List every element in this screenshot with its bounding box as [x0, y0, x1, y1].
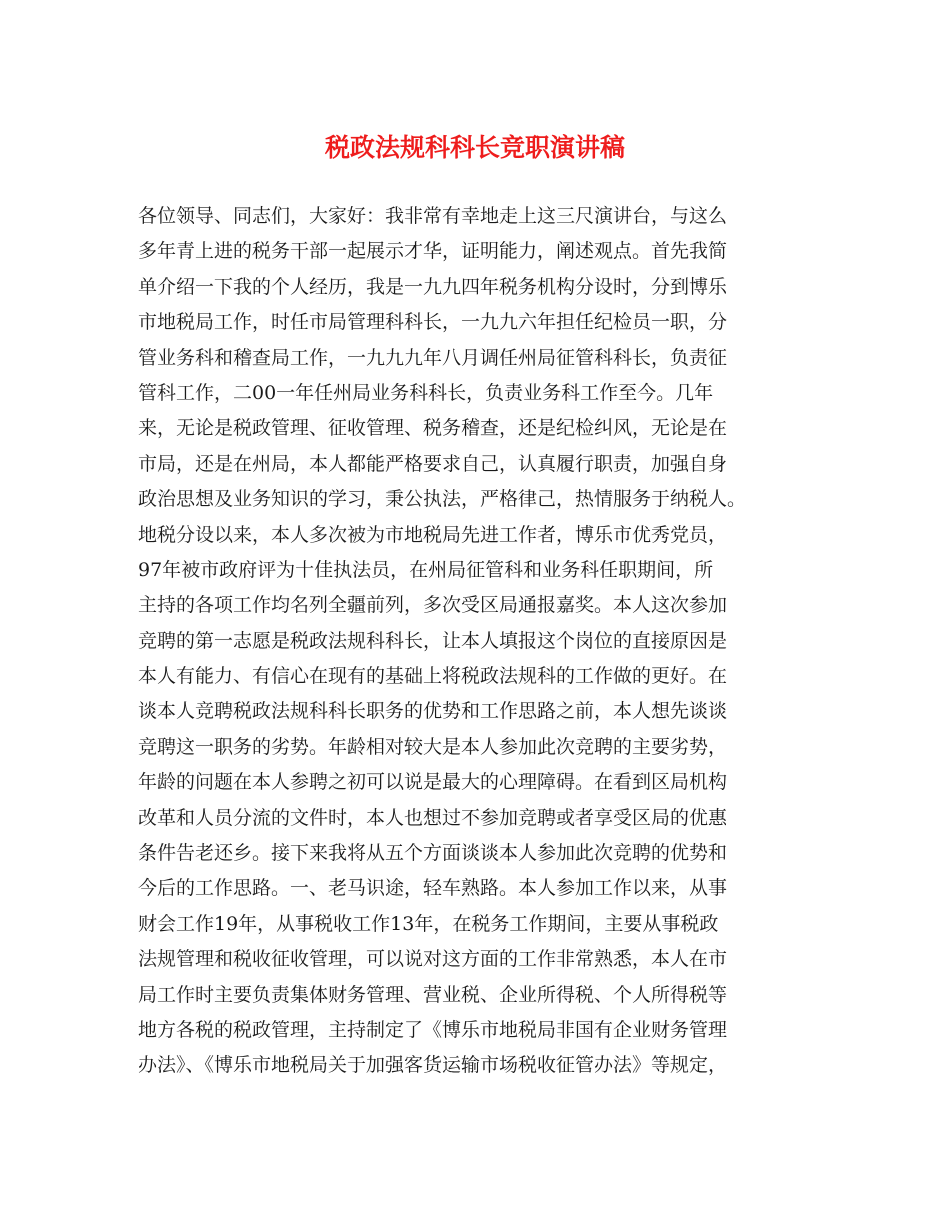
body-line: 谈本人竞聘税政法规科科长职务的优势和工作思路之前，本人想先谈谈: [138, 700, 728, 723]
body-line: 多年青上进的税务干部一起展示才华，证明能力，阐述观点。首先我简: [138, 240, 728, 263]
body-line: 地税分设以来，本人多次被为市地税局先进工作者，博乐市优秀党员，: [138, 523, 728, 546]
body-line: 条件告老还乡。接下来我将从五个方面谈谈本人参加此次竞聘的优势和: [138, 842, 728, 865]
body-line: 本人有能力、有信心在现有的基础上将税政法规科的工作做的更好。在: [138, 665, 728, 688]
document-title: 税政法规科科长竞职演讲稿: [324, 133, 625, 162]
body-line: 管业务科和稽查局工作，一九九九年八月调任州局征管科科长，负责征: [138, 346, 728, 369]
body-line: 办法》、《博乐市地税局关于加强客货运输市场税收征管办法》等规定，: [138, 1054, 728, 1077]
body-line: 法规管理和税收征收管理，可以说对这方面的工作非常熟悉，本人在市: [138, 948, 728, 971]
body-line: 单介绍一下我的个人经历，我是一九九四年税务机构分设时，分到博乐: [138, 275, 728, 298]
body-line: 市地税局工作，时任市局管理科科长，一九九六年担任纪检员一职，分: [138, 311, 728, 334]
body-line: 市局，还是在州局，本人都能严格要求自己，认真履行职责，加强自身: [138, 452, 728, 475]
body-line: 局工作时主要负责集体财务管理、营业税、企业所得税、个人所得税等: [138, 983, 728, 1006]
body-line: 政治思想及业务知识的学习，秉公执法，严格律己，热情服务于纳税人。: [138, 488, 747, 511]
body-line: 地方各税的税政管理，主持制定了《博乐市地税局非国有企业财务管理: [138, 1018, 728, 1041]
body-line: 竞聘这一职务的劣势。年龄相对较大是本人参加此次竞聘的主要劣势，: [138, 735, 728, 758]
body-line: 97年被市政府评为十佳执法员，在州局征管科和业务科任职期间，所: [138, 558, 714, 581]
body-line: 管科工作，二00一年任州局业务科科长，负责业务科工作至今。几年: [138, 381, 714, 404]
document-body: [138, 199, 828, 1084]
body-line: 来，无论是税政管理、征收管理、税务稽查，还是纪检纠风，无论是在: [138, 417, 728, 440]
body-line: 今后的工作思路。一、老马识途，轻车熟路。本人参加工作以来，从事: [138, 877, 728, 900]
body-line: 竞聘的第一志愿是税政法规科科长，让本人填报这个岗位的直接原因是: [138, 629, 728, 652]
body-line: 改革和人员分流的文件时，本人也想过不参加竞聘或者享受区局的优惠: [138, 806, 728, 829]
body-line: 年龄的问题在本人参聘之初可以说是最大的心理障碍。在看到区局机构: [138, 771, 728, 794]
body-line: 财会工作19年，从事税收工作13年，在税务工作期间，主要从事税政: [138, 912, 719, 935]
body-line: 各位领导、同志们，大家好：我非常有幸地走上这三尺演讲台，与这么: [138, 205, 728, 227]
body-line: 主持的各项工作均名列全疆前列，多次受区局通报嘉奖。本人这次参加: [138, 594, 728, 617]
